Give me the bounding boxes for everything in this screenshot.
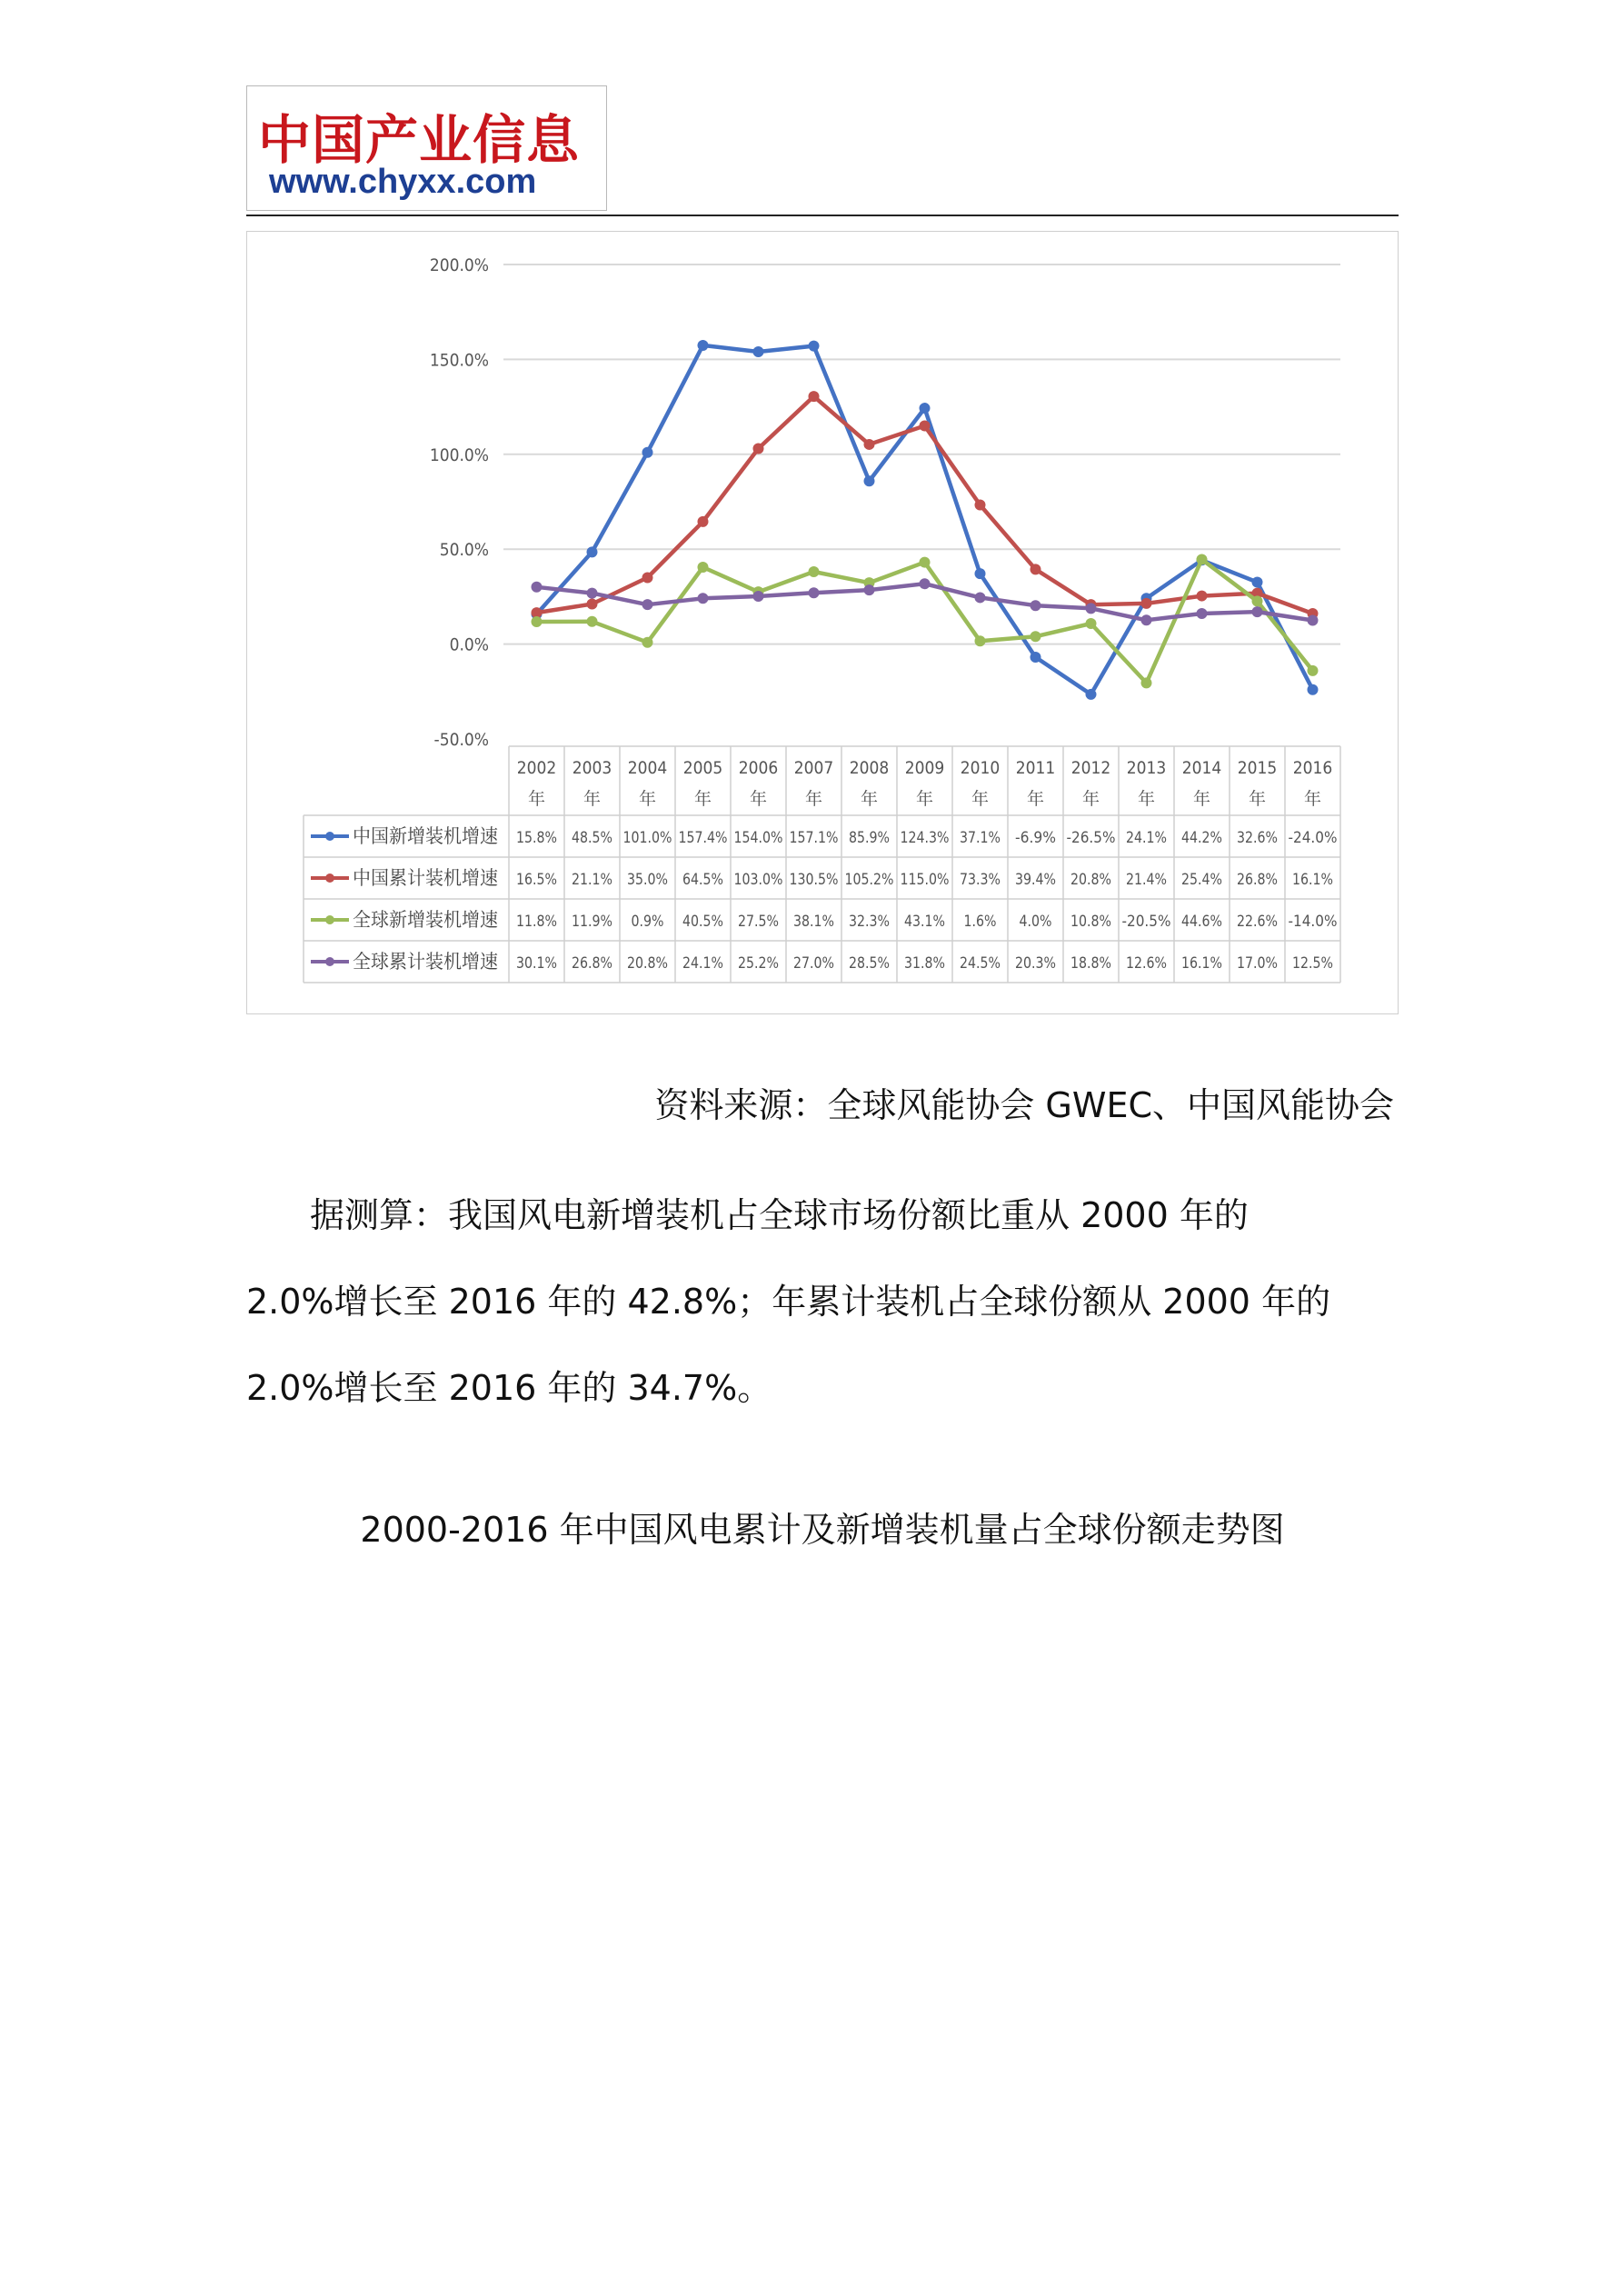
data-point bbox=[1197, 554, 1208, 564]
legend-series-name: 全球累计装机增速 bbox=[353, 951, 498, 973]
data-point bbox=[698, 516, 709, 527]
paragraph-line-1 bbox=[246, 1173, 1399, 1259]
table-value: 16.1% bbox=[1292, 871, 1333, 889]
table-value: -26.5% bbox=[1066, 829, 1116, 847]
paragraph-line-2: 2.0%增长至 2016 年的 42.8%；年累计装机占全球份额从 2000 年的 bbox=[246, 1282, 1331, 1322]
table-value: 28.5% bbox=[849, 954, 890, 973]
table-value: 35.0% bbox=[627, 871, 668, 889]
data-point bbox=[753, 591, 764, 602]
legend-series-name: 中国新增装机增速 bbox=[353, 825, 498, 847]
data-point bbox=[1197, 591, 1208, 602]
x-category-suffix: 年 bbox=[1303, 789, 1322, 809]
table-value: 21.4% bbox=[1126, 871, 1167, 889]
data-point bbox=[1308, 615, 1319, 626]
table-value: 11.9% bbox=[572, 913, 612, 931]
x-category-year: 2003 bbox=[572, 758, 612, 778]
series-line bbox=[537, 584, 1313, 620]
x-category-year: 2016 bbox=[1292, 758, 1333, 778]
table-value: 103.0% bbox=[733, 871, 783, 889]
x-category-suffix: 年 bbox=[915, 789, 934, 809]
x-category-year: 2004 bbox=[627, 758, 668, 778]
table-value: 26.8% bbox=[572, 954, 612, 973]
table-value: 101.0% bbox=[622, 829, 672, 847]
data-point bbox=[1141, 598, 1152, 609]
data-point bbox=[1252, 606, 1263, 617]
data-point bbox=[698, 562, 709, 573]
data-point bbox=[1308, 684, 1319, 695]
logo bbox=[246, 85, 607, 211]
table-value: 44.2% bbox=[1181, 829, 1222, 847]
data-point bbox=[532, 616, 543, 627]
table-value: 27.0% bbox=[793, 954, 834, 973]
table-value: 12.5% bbox=[1292, 954, 1333, 973]
x-category-suffix: 年 bbox=[1192, 789, 1211, 809]
data-point bbox=[864, 475, 875, 486]
chart-frame bbox=[246, 231, 1399, 1014]
table-value: 157.1% bbox=[789, 829, 839, 847]
data-point bbox=[1086, 618, 1097, 629]
table-value: 124.3% bbox=[900, 829, 950, 847]
x-category-year: 2007 bbox=[793, 758, 834, 778]
logo-chinese-name: 中国产业信息 bbox=[258, 109, 581, 171]
table-value: 20.8% bbox=[1070, 871, 1111, 889]
paragraph-line-3: 2.0%增长至 2016 年的 34.7%。 bbox=[246, 1368, 772, 1408]
table-value: -24.0% bbox=[1288, 829, 1338, 847]
y-tick-label: 150.0% bbox=[429, 350, 489, 371]
table-value: 16.5% bbox=[516, 871, 557, 889]
data-point bbox=[975, 568, 986, 579]
table-value: 20.3% bbox=[1015, 954, 1056, 973]
data-point bbox=[753, 444, 764, 454]
table-value: 48.5% bbox=[572, 829, 612, 847]
table-value: 85.9% bbox=[849, 829, 890, 847]
x-category-year: 2009 bbox=[904, 758, 945, 778]
x-category-year: 2010 bbox=[960, 758, 1001, 778]
data-point bbox=[920, 578, 931, 589]
table-value: -6.9% bbox=[1015, 829, 1056, 847]
x-category-year: 2014 bbox=[1181, 758, 1222, 778]
data-point bbox=[975, 500, 986, 511]
data-point bbox=[1031, 564, 1041, 574]
x-category-year: 2005 bbox=[682, 758, 723, 778]
data-point bbox=[1031, 652, 1041, 663]
table-value: 73.3% bbox=[960, 871, 1001, 889]
legend-series-name: 全球新增装机增速 bbox=[353, 909, 498, 931]
data-point bbox=[1031, 631, 1041, 642]
data-point bbox=[920, 403, 931, 414]
table-value: -14.0% bbox=[1288, 913, 1338, 931]
legend-key-marker bbox=[325, 957, 334, 966]
figure-title: 2000-2016 年中国风电累计及新增装机量占全球份额走势图 bbox=[360, 1510, 1285, 1550]
data-point bbox=[975, 592, 986, 603]
data-point bbox=[587, 616, 598, 627]
x-category-suffix: 年 bbox=[527, 789, 546, 809]
table-value: 12.6% bbox=[1126, 954, 1167, 973]
table-value: 64.5% bbox=[682, 871, 723, 889]
data-point bbox=[1252, 577, 1263, 588]
data-point bbox=[698, 593, 709, 604]
legend-key-marker bbox=[325, 832, 334, 841]
x-category-suffix: 年 bbox=[638, 789, 657, 809]
data-point bbox=[753, 346, 764, 357]
data-point bbox=[532, 582, 543, 593]
table-value: 26.8% bbox=[1237, 871, 1278, 889]
x-category-year: 2012 bbox=[1070, 758, 1111, 778]
x-category-suffix: 年 bbox=[860, 789, 879, 809]
data-point bbox=[809, 587, 820, 598]
table-value: 130.5% bbox=[789, 871, 839, 889]
line-chart bbox=[247, 232, 1398, 1013]
legend-series-name: 中国累计装机增速 bbox=[353, 867, 498, 889]
table-value: 25.4% bbox=[1181, 871, 1222, 889]
table-value: 17.0% bbox=[1237, 954, 1278, 973]
x-category-year: 2006 bbox=[738, 758, 779, 778]
table-value: 115.0% bbox=[900, 871, 950, 889]
data-point bbox=[1031, 600, 1041, 611]
data-point bbox=[587, 546, 598, 557]
table-value: 39.4% bbox=[1015, 871, 1056, 889]
data-point bbox=[809, 566, 820, 577]
header-divider bbox=[246, 215, 1399, 216]
logo-url: www.chyxx.com bbox=[269, 163, 537, 201]
table-value: 31.8% bbox=[904, 954, 945, 973]
series-line bbox=[537, 560, 1313, 684]
data-point bbox=[920, 557, 931, 568]
table-value: 27.5% bbox=[738, 913, 779, 931]
table-value: 21.1% bbox=[572, 871, 612, 889]
table-value: 32.3% bbox=[849, 913, 890, 931]
table-value: 38.1% bbox=[793, 913, 834, 931]
legend-key-marker bbox=[325, 873, 334, 883]
data-point bbox=[642, 573, 653, 584]
data-point bbox=[642, 637, 653, 648]
table-value: 24.1% bbox=[682, 954, 723, 973]
data-point bbox=[587, 599, 598, 610]
x-category-year: 2015 bbox=[1237, 758, 1278, 778]
table-value: 10.8% bbox=[1070, 913, 1111, 931]
table-value: 15.8% bbox=[516, 829, 557, 847]
data-point bbox=[1308, 665, 1319, 676]
table-value: 40.5% bbox=[682, 913, 723, 931]
table-value: 20.8% bbox=[627, 954, 668, 973]
table-value: 22.6% bbox=[1237, 913, 1278, 931]
y-tick-label: 50.0% bbox=[439, 540, 489, 561]
data-point bbox=[975, 635, 986, 646]
data-point bbox=[642, 447, 653, 458]
data-point bbox=[1197, 608, 1208, 619]
x-category-suffix: 年 bbox=[693, 789, 712, 809]
legend-key-marker bbox=[325, 915, 334, 924]
data-point bbox=[1252, 595, 1263, 606]
table-value: 4.0% bbox=[1019, 913, 1052, 931]
table-value: 30.1% bbox=[516, 954, 557, 973]
table-value: 154.0% bbox=[733, 829, 783, 847]
y-tick-label: 100.0% bbox=[429, 444, 489, 465]
table-value: 32.6% bbox=[1237, 829, 1278, 847]
data-point bbox=[864, 439, 875, 450]
x-category-year: 2008 bbox=[849, 758, 890, 778]
data-point bbox=[1141, 677, 1152, 688]
x-category-year: 2013 bbox=[1126, 758, 1167, 778]
series-line bbox=[537, 345, 1313, 694]
data-point bbox=[1141, 614, 1152, 625]
data-point bbox=[864, 584, 875, 595]
data-point bbox=[1086, 603, 1097, 614]
data-point bbox=[920, 420, 931, 431]
x-category-suffix: 年 bbox=[971, 789, 990, 809]
table-value: 25.2% bbox=[738, 954, 779, 973]
table-value: 0.9% bbox=[631, 913, 664, 931]
table-value: 18.8% bbox=[1070, 954, 1111, 973]
x-category-year: 2002 bbox=[516, 758, 557, 778]
x-category-suffix: 年 bbox=[1026, 789, 1045, 809]
x-category-suffix: 年 bbox=[749, 789, 768, 809]
x-category-suffix: 年 bbox=[1081, 789, 1100, 809]
x-category-year: 2011 bbox=[1015, 758, 1056, 778]
table-value: -20.5% bbox=[1121, 913, 1171, 931]
y-tick-label: -50.0% bbox=[433, 730, 489, 750]
data-point bbox=[809, 341, 820, 352]
data-point bbox=[698, 340, 709, 351]
table-value: 105.2% bbox=[844, 871, 894, 889]
data-point bbox=[1086, 689, 1097, 700]
y-tick-label: 200.0% bbox=[429, 255, 489, 275]
source-note: 资料来源：全球风能协会 GWEC、中国风能协会 bbox=[654, 1085, 1394, 1125]
table-value: 157.4% bbox=[678, 829, 728, 847]
x-category-suffix: 年 bbox=[1248, 789, 1267, 809]
data-point bbox=[642, 599, 653, 610]
data-point bbox=[587, 588, 598, 599]
table-value: 24.5% bbox=[960, 954, 1001, 973]
table-value: 24.1% bbox=[1126, 829, 1167, 847]
y-tick-label: 0.0% bbox=[449, 634, 489, 655]
table-value: 1.6% bbox=[963, 913, 997, 931]
table-value: 16.1% bbox=[1181, 954, 1222, 973]
x-category-suffix: 年 bbox=[1137, 789, 1156, 809]
table-value: 44.6% bbox=[1181, 913, 1222, 931]
table-value: 11.8% bbox=[516, 913, 557, 931]
paragraph-text-1: 据测算：我国风电新增装机占全球市场份额比重从 2000 年的 bbox=[310, 1195, 1249, 1235]
table-value: 43.1% bbox=[904, 913, 945, 931]
table-value: 37.1% bbox=[960, 829, 1001, 847]
x-category-suffix: 年 bbox=[804, 789, 823, 809]
x-category-suffix: 年 bbox=[582, 789, 602, 809]
data-point bbox=[809, 391, 820, 402]
